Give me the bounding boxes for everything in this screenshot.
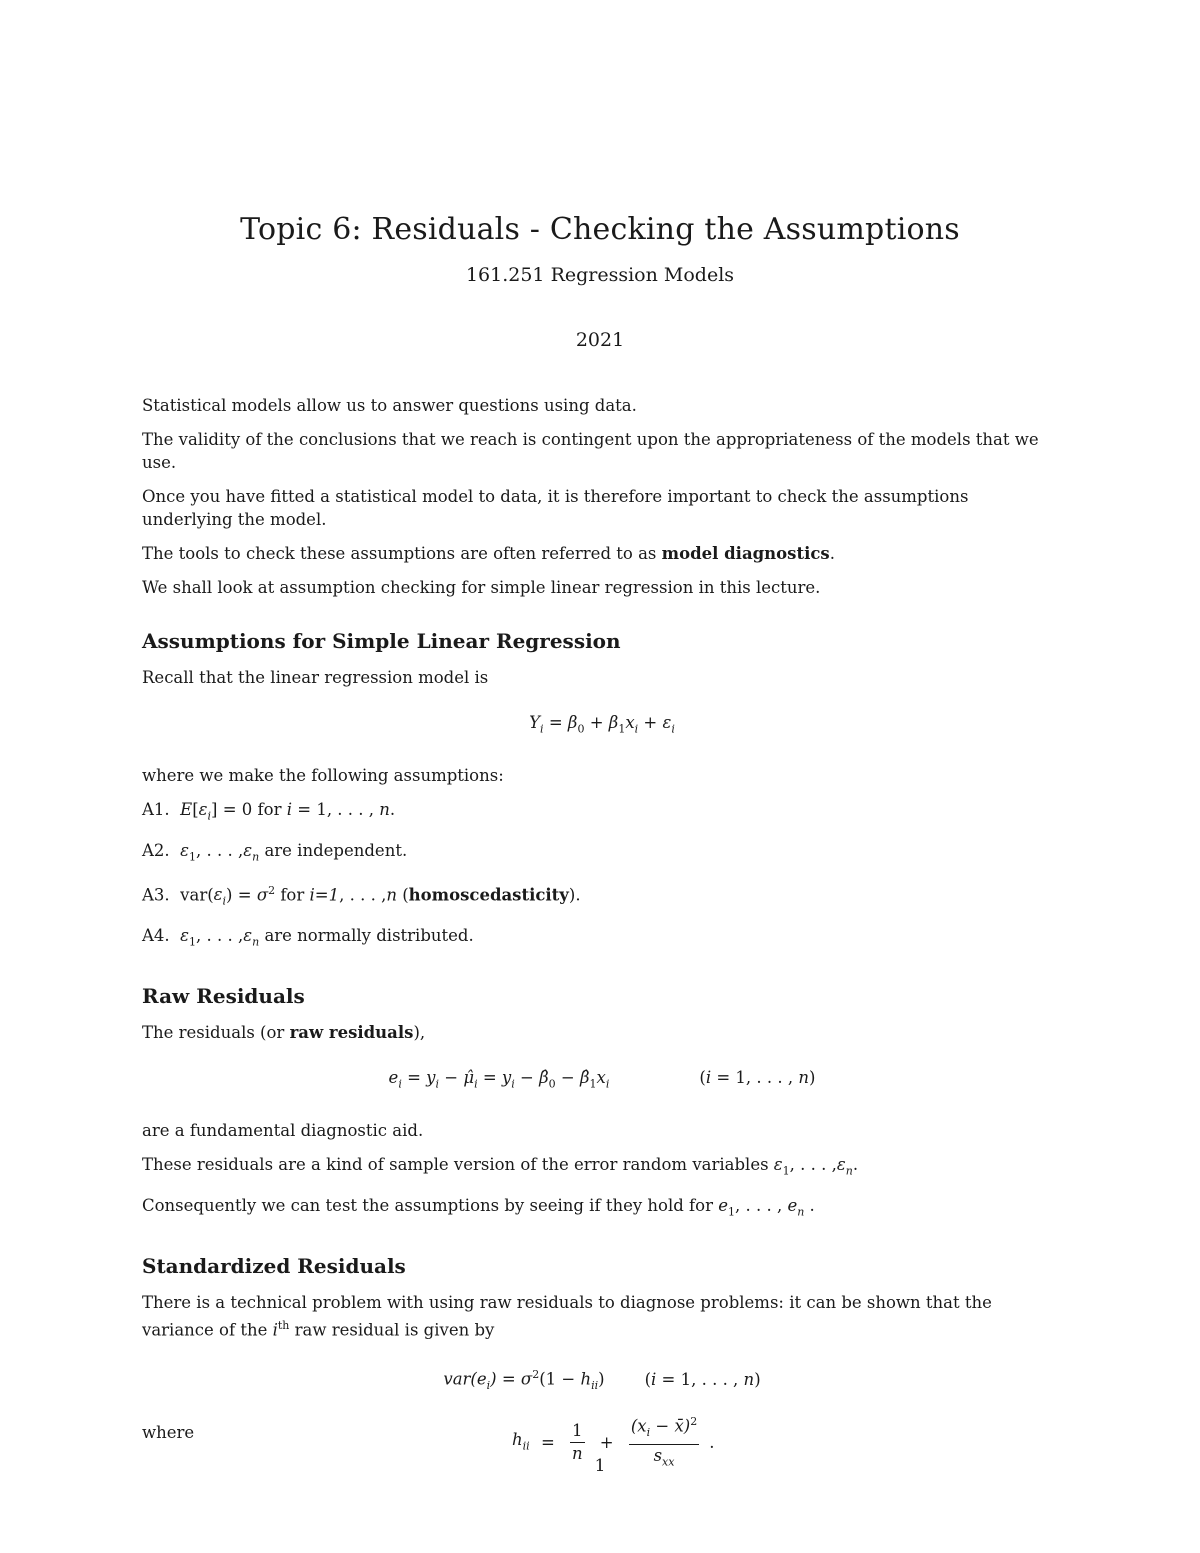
assumption-a2: A2. $\varepsilon_1$, . . . $,\varepsilon_n$ are independent. bbox=[142, 840, 408, 863]
standardized-residuals-heading: Standardized Residuals bbox=[142, 1253, 406, 1278]
intro-paragraph-5: We shall look at assumption checking for simple linear regression in this lecture. bbox=[142, 578, 821, 597]
page-title: Topic 6: Residuals - Checking the Assumptions bbox=[240, 212, 960, 247]
intro-paragraph-3: Once you have fitted a statistical model to data, it is therefore important to check the assumptions underlying the model. bbox=[142, 487, 969, 529]
raw-residual-equation: $e_i = y_i$ − $\mû_i = y_i$ − $\betâ_0$ − $\betâ_1x_i$ (i = 1, . . . , n) bbox=[388, 1067, 816, 1091]
raw-residuals-intro: The residuals (or raw residuals), bbox=[142, 1022, 426, 1042]
raw-residuals-heading: Raw Residuals bbox=[142, 983, 305, 1008]
course-name: 161.251 Regression Models bbox=[465, 264, 735, 286]
page-number: 1 bbox=[594, 1456, 606, 1476]
sample-version-text: These residuals are a kind of sample version of the error random variables $\varepsilon_1$, . . . $,\varepsilon_n$. bbox=[142, 1155, 859, 1178]
consequently-text: Consequently we can test the assumptions by seeing if they hold for $e_1$, . . . , $e_n$ . bbox=[142, 1195, 815, 1218]
homoscedasticity-term: homoscedasticity bbox=[408, 885, 569, 905]
model-diagnostics-term: model diagnostics bbox=[661, 544, 830, 563]
assumptions-heading: Assumptions for Simple Linear Regression bbox=[142, 629, 621, 653]
standardized-intro: There is a technical problem with using raw residuals to diagnose problems: it can be shown that the variance of the $i^{th}$ raw residual is given by bbox=[142, 1292, 992, 1340]
variance-equation: $var(e_i) = \sigma^2(1 - h_{ii}) (i = 1$, . . . , n) bbox=[443, 1368, 761, 1393]
assumption-a1: A1. $E[\varepsilon_i] = 0$ for i = 1, . . . , n. bbox=[142, 800, 396, 823]
leverage-equation: $h_{ii}$ = $\frac{1}{n}$ + ($x_i$ − x̄)$^2$ $s_{xx}$ . bbox=[512, 1411, 720, 1473]
intro-paragraph-2: The validity of the conclusions that we reach is contingent upon the appropriateness of the models that we use. bbox=[142, 430, 1039, 472]
document-year: 2021 bbox=[575, 329, 625, 351]
intro-paragraph-4: The tools to check these assumptions are often referred to as model diagnostics. bbox=[142, 544, 835, 563]
recall-text: Recall that the linear regression model is bbox=[142, 668, 489, 687]
assumptions-intro: where we make the following assumptions: bbox=[142, 766, 504, 786]
assumption-a3: A3. $var(\varepsilon_i) = \sigma^2$ for i=1, . . . ,n (homoscedasticity). bbox=[142, 883, 581, 908]
diagnostic-aid-text: are a fundamental diagnostic aid. bbox=[142, 1121, 424, 1141]
document-body bbox=[142, 394, 1062, 1485]
where-text: where bbox=[142, 1423, 195, 1443]
assumption-a4: A4. $\varepsilon_1$, . . . $,\varepsilon_n$ are normally distributed. bbox=[142, 925, 474, 948]
raw-residuals-term: raw residuals bbox=[289, 1022, 414, 1042]
intro-paragraph-1: Statistical models allow us to answer questions using data. bbox=[142, 396, 637, 415]
regression-model-equation: $Y_i = \beta_0 + \beta_1x_i + \varepsilon_i$ bbox=[529, 713, 675, 736]
